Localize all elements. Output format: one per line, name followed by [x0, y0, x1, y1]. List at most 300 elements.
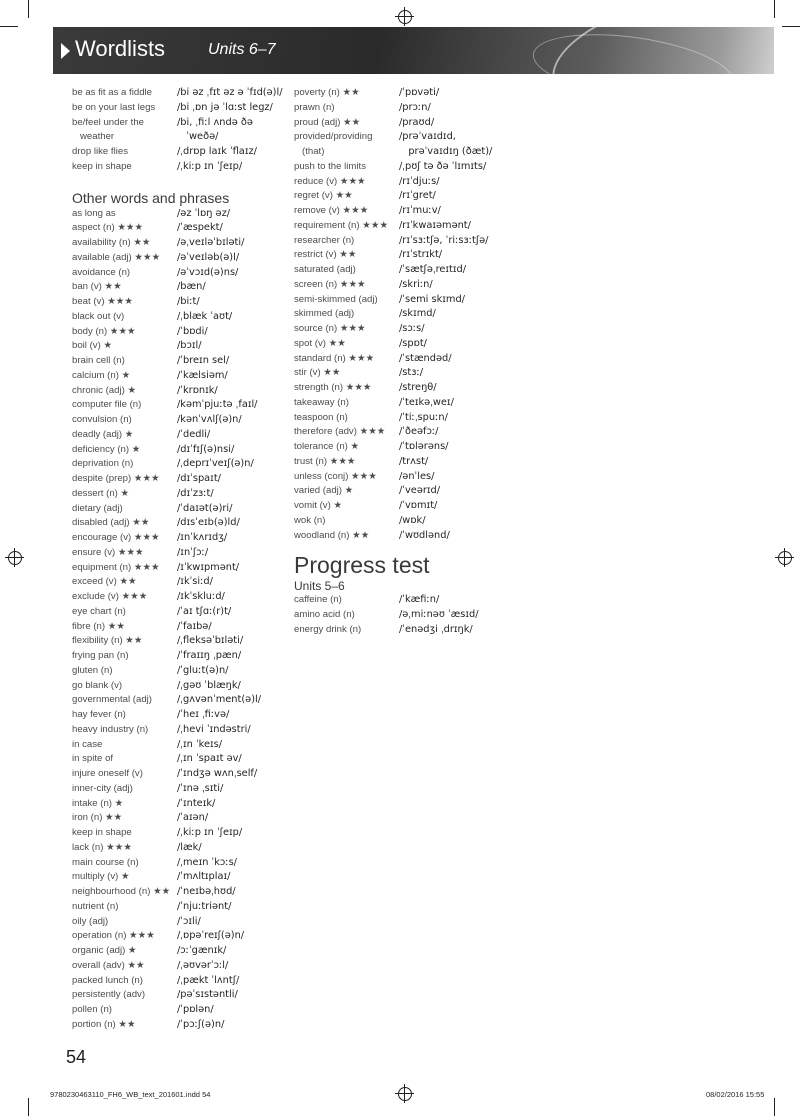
word-entry	[294, 337, 494, 352]
entry-word: encourage (v) ★★★	[72, 532, 160, 543]
word-entry	[72, 236, 287, 251]
entry-pronunciation: /skɪmd/	[399, 308, 436, 320]
entry-word: convulsion (n)	[72, 414, 132, 425]
entry-word: deadly (adj) ★	[72, 428, 134, 440]
entry-word: portion (n) ★★	[72, 1018, 136, 1030]
entry-word: heavy industry (n)	[72, 723, 149, 735]
entry-pronunciation: /ˈtɒlərəns/	[399, 441, 449, 452]
entry-word: go blank (v)	[72, 679, 123, 691]
registration-mark-icon	[8, 551, 22, 565]
entry-pronunciation: /ɪnˈʃɔː/	[177, 546, 209, 558]
word-entry	[72, 160, 287, 175]
entry-word: injure oneself (v)	[72, 768, 143, 779]
entry-word: operation (n) ★★★	[72, 930, 155, 942]
word-entry	[72, 634, 287, 649]
entry-word: dietary (adj)	[72, 502, 123, 514]
word-entry	[294, 116, 494, 131]
left-column	[72, 86, 287, 1033]
entry-word: deficiency (n) ★	[72, 443, 141, 455]
entry-pronunciation: /trʌst/	[399, 455, 429, 467]
entry-pronunciation: /ˈkæfiːn/	[399, 594, 440, 606]
entry-pronunciation: /ˈteɪkəˌweɪ/	[399, 396, 454, 408]
word-entry	[72, 325, 287, 340]
entry-word: body (n) ★★★	[72, 325, 136, 337]
entry-pronunciation: /əˈvɔɪd(ə)ns/	[177, 266, 239, 278]
word-entry	[72, 487, 287, 502]
footer-file: 9780230463110_FH6_WB_text_201601.indd 54	[50, 1090, 211, 1099]
progress-test-title: Progress test	[294, 552, 430, 579]
entry-pronunciation: /ˈsemi skɪmd/	[399, 293, 465, 305]
entry-pronunciation: /streŋθ/	[399, 382, 437, 393]
word-entry	[294, 593, 494, 608]
header-banner	[53, 27, 774, 74]
entry-word: packed lunch (n)	[72, 974, 143, 986]
word-entry	[294, 352, 494, 367]
entry-word: drop like flies	[72, 146, 128, 157]
word-entry	[72, 708, 287, 723]
banner-title: Wordlists	[75, 36, 166, 61]
word-entry	[72, 428, 287, 443]
entry-word: exceed (v) ★★	[72, 576, 137, 588]
word-entry	[294, 425, 494, 440]
entry-pronunciation: /ˌəʊvərˈɔːl/	[177, 959, 229, 971]
word-entry	[72, 398, 287, 413]
entry-word: avoidance (n)	[72, 266, 131, 278]
entry-pronunciation: /ˈaɪ tʃɑː(r)t/	[177, 605, 232, 617]
entry-word: regret (v) ★★	[294, 190, 353, 202]
entry-pronunciation: /ˌdrɒp laɪk ˈflaɪz/	[177, 146, 257, 157]
entry-pronunciation: /biːt/	[177, 296, 200, 307]
word-entry	[72, 959, 287, 974]
word-entry	[72, 221, 287, 236]
entry-word: provided/providing (that)	[294, 131, 373, 157]
word-entry	[294, 396, 494, 411]
entry-pronunciation: /ˈðeəfɔː/	[399, 426, 439, 438]
entry-pronunciation: /ˈveərɪd/	[399, 485, 441, 497]
word-entry	[294, 484, 494, 499]
entry-pronunciation: /pəˈsɪstəntli/	[177, 989, 238, 1001]
entry-pronunciation: /ˈɪndʒə wʌnˌself/	[177, 768, 258, 779]
entry-word: tolerance (n) ★	[294, 441, 360, 452]
entry-word: availability (n) ★★	[72, 237, 151, 248]
entry-pronunciation: /ˈmʌltɪplaɪ/	[177, 871, 231, 883]
entry-pronunciation: /ˈfraɪɪŋ ˌpæn/	[177, 650, 242, 661]
entry-word: remove (v) ★★★	[294, 205, 369, 216]
entry-word: spot (v) ★★	[294, 337, 346, 349]
entry-pronunciation: /ˈkrɒnɪk/	[177, 384, 218, 396]
word-entry	[72, 811, 287, 826]
word-entry	[72, 310, 287, 325]
entry-pronunciation: /ˈaɪən/	[177, 812, 209, 824]
word-entry	[72, 516, 287, 531]
entry-word: unless (conj) ★★★	[294, 470, 377, 482]
crop-mark	[28, 1098, 29, 1116]
entry-pronunciation: /bɔɪl/	[177, 340, 202, 352]
word-entry	[72, 561, 287, 576]
word-entry	[294, 130, 494, 160]
entry-pronunciation: /dɪˈspaɪt/	[177, 473, 221, 484]
word-entry	[294, 514, 494, 529]
word-entry	[72, 782, 287, 797]
word-list	[72, 207, 287, 1033]
word-entry	[294, 366, 494, 381]
entry-word: black out (v)	[72, 310, 125, 322]
entry-word: deprivation (n)	[72, 458, 134, 470]
entry-word: calcium (n) ★	[72, 369, 131, 381]
word-entry	[72, 988, 287, 1003]
word-entry	[72, 752, 287, 767]
entry-word: caffeine (n)	[294, 594, 342, 606]
word-entry	[72, 944, 287, 959]
word-entry	[72, 590, 287, 605]
entry-pronunciation: /ɪˈkwɪpmənt/	[177, 561, 240, 573]
entry-pronunciation: /prɔːn/	[399, 101, 431, 113]
word-entry	[72, 413, 287, 428]
crop-mark	[0, 26, 18, 27]
word-entry	[72, 856, 287, 871]
entry-pronunciation: /rɪˈdjuːs/	[399, 175, 440, 187]
entry-pronunciation: /ˌfleksəˈbɪləti/	[177, 635, 244, 647]
word-entry	[294, 608, 494, 623]
word-entry	[72, 738, 287, 753]
word-entry	[294, 470, 494, 485]
word-entry	[294, 623, 494, 638]
entry-pronunciation: /rɪˈmuːv/	[399, 205, 441, 216]
entry-word: oily (adj)	[72, 915, 109, 927]
section-heading: Other words and phrases	[72, 189, 230, 206]
entry-pronunciation: /əˌmiːnəʊ ˈæsɪd/	[399, 609, 479, 620]
entry-pronunciation: /ˈpɔːʃ(ə)n/	[177, 1018, 225, 1030]
entry-word: proud (adj) ★★	[294, 116, 361, 128]
entry-word: poverty (n) ★★	[294, 87, 360, 98]
entry-pronunciation: /sɔːs/	[399, 323, 425, 334]
word-entry	[72, 251, 287, 266]
entry-pronunciation: /wɒk/	[399, 514, 426, 526]
word-entry	[294, 499, 494, 514]
word-entry	[294, 234, 494, 249]
word-entry	[72, 116, 287, 146]
entry-word: saturated (adj)	[294, 264, 356, 275]
word-entry	[294, 248, 494, 263]
entry-word: main course (n)	[72, 856, 139, 868]
entry-word: aspect (n) ★★★	[72, 222, 144, 234]
crop-mark	[774, 1098, 775, 1116]
entry-pronunciation: /ˌkiːp ɪn ˈʃeɪp/	[177, 160, 243, 172]
entry-pronunciation: /spɒt/	[399, 337, 427, 349]
word-entry	[294, 101, 494, 116]
registration-mark-icon	[778, 551, 792, 565]
entry-word: nutrient (n)	[72, 900, 119, 912]
entry-word: stir (v) ★★	[294, 367, 341, 379]
word-entry	[72, 86, 287, 101]
word-entry	[72, 280, 287, 295]
word-entry	[72, 457, 287, 472]
entry-word: pollen (n)	[72, 1004, 112, 1015]
word-entry	[72, 929, 287, 944]
word-entry	[72, 915, 287, 930]
entry-word: vomit (v) ★	[294, 500, 343, 511]
entry-word: fibre (n) ★★	[72, 620, 125, 632]
word-entry	[72, 354, 287, 369]
word-entry	[72, 870, 287, 885]
entry-pronunciation: /ɪkˈsiːd/	[177, 576, 213, 588]
word-entry	[72, 900, 287, 915]
entry-word: available (adj) ★★★	[72, 251, 161, 263]
entry-word: standard (n) ★★★	[294, 352, 375, 364]
crop-mark	[28, 0, 29, 18]
word-entry	[72, 767, 287, 782]
entry-word: brain cell (n)	[72, 355, 125, 366]
entry-word: therefore (adv) ★★★	[294, 426, 386, 438]
entry-pronunciation: /prəˈvaɪdɪd, prəˈvaɪdɪŋ (ðæt)/	[399, 131, 493, 157]
word-entry	[72, 266, 287, 281]
entry-pronunciation: /kənˈvʌlʃ(ə)n/	[177, 414, 242, 425]
word-entry	[294, 278, 494, 293]
entry-pronunciation: /əˌveɪləˈbɪləti/	[177, 237, 245, 248]
entry-word: restrict (v) ★★	[294, 249, 357, 261]
entry-pronunciation: /ɪnˈkʌrɪdʒ/	[177, 532, 228, 543]
word-entry	[72, 1003, 287, 1018]
entry-pronunciation: /ˈbɒdi/	[177, 325, 208, 337]
entry-pronunciation: /ˌmeɪn ˈkɔːs/	[177, 856, 237, 868]
entry-pronunciation: /ˈneɪbəˌhʊd/	[177, 886, 236, 897]
right-column	[294, 86, 494, 638]
entry-word: in case	[72, 738, 103, 750]
entry-word: equipment (n) ★★★	[72, 561, 160, 573]
entry-word: inner-city (adj)	[72, 782, 133, 794]
entry-pronunciation: /ˈɪnə ˌsɪti/	[177, 782, 224, 794]
entry-pronunciation: /praʊd/	[399, 116, 435, 128]
entry-pronunciation: /ˈɔɪli/	[177, 915, 201, 927]
entry-pronunciation: /ənˈles/	[399, 470, 435, 482]
entry-pronunciation: /rɪˈkwaɪəmənt/	[399, 219, 471, 231]
triangle-arrow-icon	[61, 43, 70, 59]
entry-pronunciation: /kəmˈpjuːtə ˌfaɪl/	[177, 399, 258, 411]
footer-date: 08/02/2016 15:55	[706, 1090, 765, 1099]
word-entry	[72, 207, 287, 222]
crop-mark	[782, 26, 800, 27]
word-entry	[72, 531, 287, 546]
entry-pronunciation: /ˈwʊdlənd/	[399, 529, 450, 541]
entry-pronunciation: /dɪsˈeɪb(ə)ld/	[177, 517, 240, 529]
word-entry	[72, 885, 287, 900]
entry-word: keep in shape	[72, 827, 132, 838]
entry-word: teaspoon (n)	[294, 411, 348, 423]
word-entry	[72, 369, 287, 384]
entry-word: takeaway (n)	[294, 396, 349, 408]
entry-word: disabled (adj) ★★	[72, 517, 150, 529]
entry-word: be as fit as a fiddle	[72, 87, 152, 98]
entry-word: ban (v) ★★	[72, 281, 122, 293]
crop-mark	[774, 0, 775, 18]
entry-pronunciation: /ˌkiːp ɪn ˈʃeɪp/	[177, 827, 243, 838]
entry-word: in spite of	[72, 753, 114, 765]
entry-word: hay fever (n)	[72, 709, 126, 720]
entry-pronunciation: /ˌgəʊ ˈblæŋk/	[177, 679, 241, 691]
entry-pronunciation: /bi əz ˌfɪt əz ə ˈfɪd(ə)l/	[177, 87, 283, 98]
entry-word: be/feel under the weather	[72, 116, 145, 143]
page-number: 54	[66, 1047, 87, 1067]
word-entry	[294, 293, 494, 308]
entry-word: intake (n) ★	[72, 797, 124, 809]
word-entry	[72, 339, 287, 354]
word-entry	[72, 664, 287, 679]
entry-pronunciation: /ˌgʌvənˈment(ə)l/	[177, 694, 262, 706]
entry-word: keep in shape	[72, 160, 132, 172]
word-entry	[72, 841, 287, 856]
word-entry	[72, 974, 287, 989]
idiom-list	[72, 86, 287, 175]
entry-pronunciation: /ˌɒpəˈreɪʃ(ə)n/	[177, 930, 245, 942]
entry-word: lack (n) ★★★	[72, 841, 132, 853]
entry-pronunciation: /ˈnjuːtriənt/	[177, 900, 232, 912]
word-entry	[72, 575, 287, 590]
entry-pronunciation: /ˈvɒmɪt/	[399, 500, 438, 511]
entry-pronunciation: /rɪˈstrɪkt/	[399, 249, 443, 261]
entry-pronunciation: /ˌdeprɪˈveɪʃ(ə)n/	[177, 458, 254, 470]
word-entry	[294, 455, 494, 470]
entry-word: gluten (n)	[72, 664, 113, 676]
entry-pronunciation: /ɔːˈgænɪk/	[177, 945, 227, 956]
word-entry	[294, 219, 494, 234]
entry-word: varied (adj) ★	[294, 485, 354, 497]
word-entry	[294, 175, 494, 190]
entry-pronunciation: /læk/	[177, 841, 202, 853]
entry-word: push to the limits	[294, 160, 366, 172]
banner-subtitle: Units 6–7	[208, 41, 276, 58]
entry-pronunciation: /əz ˈlɒŋ əz/	[177, 207, 231, 219]
word-entry	[72, 101, 287, 116]
entry-pronunciation: /ˌɪn ˈkeɪs/	[177, 738, 223, 750]
entry-word: screen (n) ★★★	[294, 278, 366, 290]
entry-pronunciation: /bi, ˌfiːl ʌndə ðə ˈweðə/	[177, 116, 253, 143]
word-entry	[72, 826, 287, 841]
entry-word: wok (n)	[294, 514, 326, 526]
entry-word: iron (n) ★★	[72, 812, 123, 824]
word-entry	[294, 322, 494, 337]
entry-pronunciation: /dɪˈfɪʃ(ə)nsi/	[177, 443, 235, 455]
entry-word: strength (n) ★★★	[294, 382, 372, 393]
entry-word: persistently (adv)	[72, 989, 146, 1001]
word-entry	[72, 546, 287, 561]
entry-pronunciation: /ˈpɒvəti/	[399, 87, 440, 98]
entry-word: overall (adv) ★★	[72, 959, 145, 971]
entry-pronunciation: /dɪˈzɜːt/	[177, 487, 214, 499]
word-entry	[72, 502, 287, 517]
word-entry	[72, 295, 287, 310]
entry-word: researcher (n)	[294, 234, 355, 246]
word-entry	[72, 693, 287, 708]
entry-pronunciation: /rɪˈgret/	[399, 190, 436, 202]
entry-pronunciation: /stɜː/	[399, 367, 424, 379]
word-entry	[294, 529, 494, 544]
entry-word: flexibility (n) ★★	[72, 635, 143, 647]
entry-pronunciation: /ˈɪnteɪk/	[177, 797, 216, 809]
progress-test-units: Units 5–6	[294, 579, 345, 594]
entry-word: multiply (v) ★	[72, 871, 130, 883]
word-entry	[72, 145, 287, 160]
entry-pronunciation: /ˌpækt ˈlʌntʃ/	[177, 974, 240, 986]
word-entry	[72, 620, 287, 635]
entry-pronunciation: /rɪˈsɜːtʃə, ˈriːsɜːtʃə/	[399, 234, 489, 246]
entry-word: skimmed (adj)	[294, 308, 355, 320]
entry-word: trust (n) ★★★	[294, 455, 356, 467]
entry-pronunciation: /ˈpɒlən/	[177, 1004, 214, 1015]
word-entry	[294, 307, 494, 322]
progress-word-list	[294, 593, 494, 637]
word-entry	[72, 797, 287, 812]
word-entry	[294, 440, 494, 455]
word-entry	[294, 189, 494, 204]
word-entry	[294, 381, 494, 396]
entry-pronunciation: /ˈfaɪbə/	[177, 620, 212, 632]
word-entry	[72, 443, 287, 458]
entry-pronunciation: /ˈheɪ ˌfiːvə/	[177, 709, 230, 720]
entry-word: eye chart (n)	[72, 605, 126, 617]
registration-mark-icon	[398, 1087, 412, 1101]
entry-word: organic (adj) ★	[72, 945, 137, 956]
entry-pronunciation: /ˈtiːˌspuːn/	[399, 411, 448, 423]
word-entry	[72, 384, 287, 399]
entry-pronunciation: /əˈveɪləb(ə)l/	[177, 251, 240, 263]
word-entry	[294, 86, 494, 101]
entry-word: requirement (n) ★★★	[294, 219, 389, 231]
entry-pronunciation: /bæn/	[177, 281, 206, 293]
entry-pronunciation: /bi ˌɒn jə ˈlɑːst legz/	[177, 101, 273, 113]
word-entry	[72, 472, 287, 487]
entry-pronunciation: /ˌpʊʃ tə ðə ˈlɪmɪts/	[399, 160, 487, 172]
word-entry	[294, 411, 494, 426]
entry-pronunciation: /ˈæspekt/	[177, 222, 223, 234]
entry-pronunciation: /ɪkˈskluːd/	[177, 591, 225, 602]
entry-word: despite (prep) ★★★	[72, 473, 160, 484]
entry-word: source (n) ★★★	[294, 323, 366, 334]
entry-word: computer file (n)	[72, 399, 142, 411]
entry-word: be on your last legs	[72, 101, 156, 113]
entry-pronunciation: /ˈsætʃəˌreɪtɪd/	[399, 264, 467, 275]
word-entry	[72, 1018, 287, 1033]
entry-word: woodland (n) ★★	[294, 529, 370, 541]
entry-word: frying pan (n)	[72, 650, 129, 661]
entry-word: amino acid (n)	[294, 609, 355, 620]
entry-word: energy drink (n)	[294, 623, 362, 635]
registration-mark-icon	[398, 10, 412, 24]
entry-pronunciation: /ˌɪn ˈspaɪt əv/	[177, 753, 242, 765]
word-entry	[294, 160, 494, 175]
entry-word: ensure (v) ★★★	[72, 546, 144, 558]
word-entry	[294, 263, 494, 278]
entry-word: dessert (n) ★	[72, 487, 130, 499]
entry-word: boil (v) ★	[72, 340, 113, 352]
entry-word: beat (v) ★★★	[72, 296, 133, 307]
entry-pronunciation: /ˈgluːt(ə)n/	[177, 664, 229, 676]
entry-word: as long as	[72, 207, 116, 219]
entry-pronunciation: /ˈenədʒi ˌdrɪŋk/	[399, 623, 473, 635]
word-entry	[294, 204, 494, 219]
entry-word: reduce (v) ★★★	[294, 175, 366, 187]
entry-word: prawn (n)	[294, 101, 335, 113]
entry-pronunciation: /ˈdaɪət(ə)ri/	[177, 502, 233, 514]
entry-pronunciation: /ˈdedli/	[177, 428, 211, 440]
word-entry	[72, 679, 287, 694]
entry-pronunciation: /ˈbreɪn sel/	[177, 355, 230, 366]
entry-pronunciation: /ˌhevi ˈɪndəstri/	[177, 723, 251, 735]
entry-pronunciation: /skriːn/	[399, 278, 433, 290]
entry-word: semi-skimmed (adj)	[294, 293, 378, 305]
entry-pronunciation: /ˈkælsiəm/	[177, 369, 228, 381]
word-list	[294, 86, 494, 543]
entry-pronunciation: /ˈstændəd/	[399, 352, 452, 364]
